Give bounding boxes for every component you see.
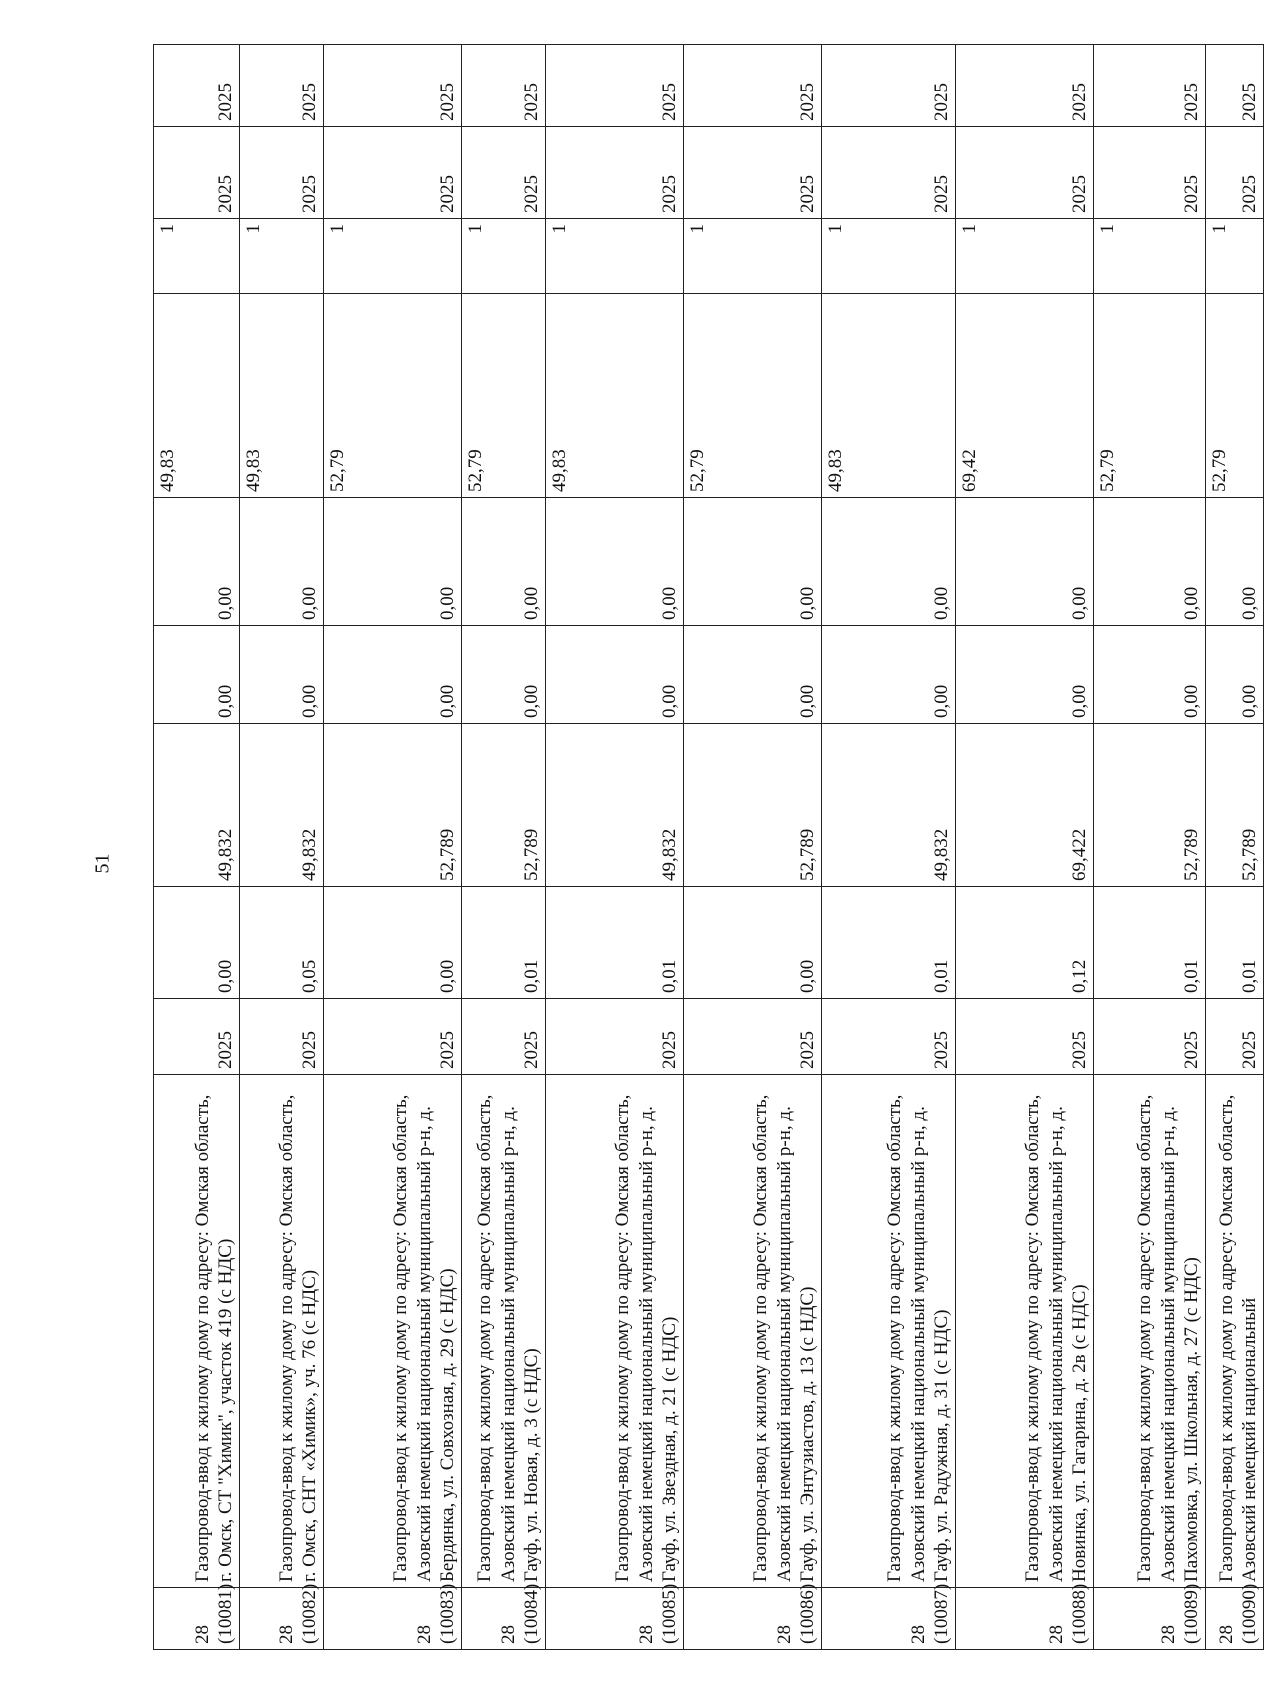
value-c6-text: 1 xyxy=(465,224,486,234)
row-id-top: 28 xyxy=(413,1625,435,1644)
value-c2 xyxy=(1206,724,1264,887)
table-row xyxy=(684,45,822,1650)
row-id-top: 28 xyxy=(773,1625,795,1644)
year-b-text: 2025 xyxy=(520,83,542,121)
object-name-text: Газопровод-ввод к жилому дому по адресу: Омская область, Азовский немецкий национальный муниципальный р-н, д. Пахомовка, ул. Школьная, д. 27 (с НДС) xyxy=(1134,1094,1202,1582)
table-row xyxy=(546,45,684,1650)
value-c5-text: 52,79 xyxy=(327,449,348,492)
table-row xyxy=(324,45,462,1650)
year-b xyxy=(154,45,240,127)
value-c3-text: 0,00 xyxy=(658,684,680,718)
year-a xyxy=(956,127,1094,219)
value-c3-text: 0,00 xyxy=(796,684,818,718)
value-c3 xyxy=(462,626,546,724)
value-c5 xyxy=(462,294,546,498)
year-a xyxy=(684,127,822,219)
value-c2-text: 52,789 xyxy=(796,828,818,881)
row-id-top: 28 xyxy=(635,1625,657,1644)
year-b xyxy=(956,45,1094,127)
row-id-top: 28 xyxy=(1157,1625,1179,1644)
value-c5 xyxy=(154,294,240,498)
row-id xyxy=(324,1583,462,1650)
row-id xyxy=(546,1583,684,1650)
object-name xyxy=(684,1075,822,1588)
value-c3 xyxy=(1094,626,1206,724)
row-id-bottom: (10084) xyxy=(520,1583,542,1644)
row-id xyxy=(684,1583,822,1650)
value-c3-text: 0,00 xyxy=(436,684,458,718)
value-c5-text: 52,79 xyxy=(687,449,708,492)
value-c4-text: 0,00 xyxy=(1180,586,1202,620)
row-id-bottom: (10083) xyxy=(436,1583,458,1644)
row-id-top: 28 xyxy=(497,1625,519,1644)
value-c1-text: 0,00 xyxy=(796,959,818,993)
year-a-text: 2025 xyxy=(658,175,680,213)
year-start-text: 2025 xyxy=(298,1031,320,1069)
objects-table xyxy=(153,44,1264,1650)
value-c5 xyxy=(324,294,462,498)
row-id-top: 28 xyxy=(275,1625,297,1644)
value-c4 xyxy=(1094,498,1206,626)
year-start-text: 2025 xyxy=(1068,1031,1090,1069)
value-c2 xyxy=(1094,724,1206,887)
value-c5-text: 52,79 xyxy=(1097,449,1118,492)
value-c4-text: 0,00 xyxy=(930,586,952,620)
object-name xyxy=(1206,1075,1264,1588)
value-c6-text: 1 xyxy=(157,224,178,234)
table-row xyxy=(1094,45,1206,1650)
value-c2 xyxy=(684,724,822,887)
row-id xyxy=(462,1583,546,1650)
value-c2 xyxy=(154,724,240,887)
year-start xyxy=(1206,999,1264,1075)
value-c1-text: 0,12 xyxy=(1068,959,1090,993)
year-b-text: 2025 xyxy=(796,83,818,121)
value-c4 xyxy=(240,498,324,626)
value-c6 xyxy=(956,219,1094,294)
value-c2 xyxy=(240,724,324,887)
value-c1 xyxy=(1206,887,1264,999)
value-c6-text: 1 xyxy=(825,224,846,234)
value-c6 xyxy=(1094,219,1206,294)
year-a-text: 2025 xyxy=(298,175,320,213)
year-a xyxy=(154,127,240,219)
year-start-text: 2025 xyxy=(658,1031,680,1069)
value-c3 xyxy=(956,626,1094,724)
value-c1-text: 0,00 xyxy=(214,959,236,993)
value-c2-text: 52,789 xyxy=(436,828,458,881)
year-a-text: 2025 xyxy=(520,175,542,213)
value-c1-text: 0,01 xyxy=(658,959,680,993)
value-c2 xyxy=(546,724,684,887)
table-row xyxy=(462,45,546,1650)
year-b xyxy=(684,45,822,127)
object-name xyxy=(240,1075,324,1588)
year-start-text: 2025 xyxy=(1180,1031,1202,1069)
year-a xyxy=(240,127,324,219)
table-row xyxy=(956,45,1094,1650)
table-row xyxy=(1206,45,1264,1650)
year-a-text: 2025 xyxy=(436,175,458,213)
value-c4-text: 0,00 xyxy=(1068,586,1090,620)
year-b-text: 2025 xyxy=(1068,83,1090,121)
value-c3-text: 0,00 xyxy=(214,684,236,718)
value-c6 xyxy=(546,219,684,294)
row-id-bottom: (10088) xyxy=(1068,1583,1090,1644)
year-start-text: 2025 xyxy=(796,1031,818,1069)
value-c6-text: 1 xyxy=(959,224,980,234)
year-a-text: 2025 xyxy=(214,175,236,213)
value-c2-text: 52,789 xyxy=(1180,828,1202,881)
value-c1 xyxy=(822,887,956,999)
value-c6-text: 1 xyxy=(549,224,570,234)
value-c4-text: 0,00 xyxy=(796,586,818,620)
object-name-text: Газопровод-ввод к жилому дому по адресу: Омская область, Азовский немецкий национальный муниципальный р-н, д. Гауф, ул. Радужная, д. 31 (с НДС) xyxy=(884,1094,952,1582)
year-b xyxy=(324,45,462,127)
year-b-text: 2025 xyxy=(1238,83,1260,121)
row-id-bottom: (10090) xyxy=(1238,1583,1260,1644)
value-c5 xyxy=(956,294,1094,498)
value-c1 xyxy=(324,887,462,999)
value-c1-text: 0,05 xyxy=(298,959,320,993)
year-start-text: 2025 xyxy=(436,1031,458,1069)
value-c1 xyxy=(154,887,240,999)
value-c1 xyxy=(956,887,1094,999)
value-c4 xyxy=(324,498,462,626)
value-c3 xyxy=(684,626,822,724)
object-name xyxy=(462,1075,546,1588)
value-c6 xyxy=(1206,219,1264,294)
object-name-text: Газопровод-ввод к жилому дому по адресу: Омская область, Азовский немецкий национальный муниципальный р-н, д. Новинка, ул. Гагарина, д. 2в (с НДС) xyxy=(1022,1094,1090,1582)
table-row xyxy=(154,45,240,1650)
year-b-text: 2025 xyxy=(1180,83,1202,121)
row-id xyxy=(1094,1583,1206,1650)
object-name xyxy=(822,1075,956,1588)
year-start xyxy=(462,999,546,1075)
row-id-top: 28 xyxy=(907,1625,929,1644)
value-c5-text: 49,83 xyxy=(825,449,846,492)
row-id xyxy=(822,1583,956,1650)
row-id-bottom: (10089) xyxy=(1180,1583,1202,1644)
value-c6-text: 1 xyxy=(687,224,708,234)
value-c5-text: 52,79 xyxy=(1209,449,1230,492)
value-c2-text: 49,832 xyxy=(214,828,236,881)
table-row xyxy=(240,45,324,1650)
object-name-text: Газопровод-ввод к жилому дому по адресу: Омская область, Азовский немецкий национальный муниципальный р-н, д. Бердянка, ул. Совхозная, д. 29 (с НДС) xyxy=(390,1094,458,1582)
value-c4 xyxy=(822,498,956,626)
year-a xyxy=(822,127,956,219)
year-a xyxy=(1094,127,1206,219)
value-c5-text: 49,83 xyxy=(243,449,264,492)
value-c2 xyxy=(956,724,1094,887)
value-c3-text: 0,00 xyxy=(1180,684,1202,718)
value-c3 xyxy=(240,626,324,724)
value-c4-text: 0,00 xyxy=(1238,586,1260,620)
value-c5 xyxy=(1094,294,1206,498)
row-id xyxy=(956,1583,1094,1650)
object-name-text: Газопровод-ввод к жилому дому по адресу: Омская область, Азовский немецкий национальный муниципальный р-н, д. Гауф, ул. Звездная, д. 21 (с НДС) xyxy=(612,1094,680,1582)
value-c4 xyxy=(956,498,1094,626)
year-start xyxy=(240,999,324,1075)
value-c6-text: 1 xyxy=(327,224,348,234)
value-c6 xyxy=(324,219,462,294)
value-c1-text: 0,00 xyxy=(436,959,458,993)
year-b xyxy=(1094,45,1206,127)
row-id-bottom: (10087) xyxy=(930,1583,952,1644)
value-c4 xyxy=(1206,498,1264,626)
value-c2 xyxy=(822,724,956,887)
value-c6 xyxy=(462,219,546,294)
value-c3 xyxy=(1206,626,1264,724)
year-start xyxy=(822,999,956,1075)
value-c2-text: 49,832 xyxy=(298,828,320,881)
row-id-bottom: (10085) xyxy=(658,1583,680,1644)
object-name-text: Газопровод-ввод к жилому дому по адресу: Омская область, Азовский немецкий национальный муниципальный р-н, д. Гауф, ул. Энтузиастов, д. 13 (с НДС) xyxy=(750,1094,818,1582)
object-name xyxy=(1094,1075,1206,1588)
value-c1 xyxy=(240,887,324,999)
value-c5 xyxy=(1206,294,1264,498)
year-b-text: 2025 xyxy=(930,83,952,121)
value-c6 xyxy=(822,219,956,294)
value-c6-text: 1 xyxy=(1097,224,1118,234)
year-a-text: 2025 xyxy=(1180,175,1202,213)
value-c6 xyxy=(684,219,822,294)
row-id xyxy=(240,1583,324,1650)
object-name xyxy=(154,1075,240,1588)
register-sheet xyxy=(153,45,1263,1650)
value-c2-text: 49,832 xyxy=(658,828,680,881)
year-b xyxy=(240,45,324,127)
row-id-bottom: (10082) xyxy=(298,1583,320,1644)
value-c3 xyxy=(154,626,240,724)
year-start xyxy=(956,999,1094,1075)
year-a xyxy=(462,127,546,219)
year-start xyxy=(154,999,240,1075)
value-c6-text: 1 xyxy=(1209,224,1230,234)
year-start xyxy=(546,999,684,1075)
value-c4 xyxy=(684,498,822,626)
value-c3-text: 0,00 xyxy=(298,684,320,718)
year-a xyxy=(546,127,684,219)
value-c3 xyxy=(324,626,462,724)
year-start xyxy=(684,999,822,1075)
value-c1-text: 0,01 xyxy=(1180,959,1202,993)
value-c3-text: 0,00 xyxy=(520,684,542,718)
year-start xyxy=(324,999,462,1075)
value-c1 xyxy=(462,887,546,999)
value-c1-text: 0,01 xyxy=(1238,959,1260,993)
year-b xyxy=(822,45,956,127)
object-name xyxy=(956,1075,1094,1588)
value-c6 xyxy=(240,219,324,294)
value-c4-text: 0,00 xyxy=(214,586,236,620)
object-name-text: Газопровод-ввод к жилому дому по адресу: Омская область, г. Омск, СТ "Химик", участок 419 (с НДС) xyxy=(191,1094,236,1582)
row-id-top: 28 xyxy=(191,1625,213,1644)
value-c1 xyxy=(546,887,684,999)
value-c2 xyxy=(462,724,546,887)
row-id-bottom: (10081) xyxy=(214,1583,236,1644)
year-start-text: 2025 xyxy=(214,1031,236,1069)
object-name-text: Газопровод-ввод к жилому дому по адресу: Омская область, Азовский немецкий национальный муниципальный р-н, д. Гауф, ул. Новая, д. 3 (с НДС) xyxy=(474,1094,542,1582)
value-c3 xyxy=(822,626,956,724)
row-id-top: 28 xyxy=(1045,1625,1067,1644)
row-id-bottom: (10086) xyxy=(796,1583,818,1644)
row-id xyxy=(1206,1583,1264,1650)
value-c2-text: 69,422 xyxy=(1068,828,1090,881)
year-b-text: 2025 xyxy=(658,83,680,121)
value-c4 xyxy=(546,498,684,626)
value-c4-text: 0,00 xyxy=(298,586,320,620)
year-b-text: 2025 xyxy=(436,83,458,121)
value-c5-text: 49,83 xyxy=(549,449,570,492)
value-c4 xyxy=(462,498,546,626)
page-number: 51 xyxy=(91,853,114,874)
object-name xyxy=(324,1075,462,1588)
value-c4-text: 0,00 xyxy=(658,586,680,620)
year-a-text: 2025 xyxy=(930,175,952,213)
year-b xyxy=(546,45,684,127)
object-name xyxy=(546,1075,684,1588)
value-c4 xyxy=(154,498,240,626)
value-c4-text: 0,00 xyxy=(436,586,458,620)
value-c5 xyxy=(822,294,956,498)
value-c5 xyxy=(684,294,822,498)
year-a-text: 2025 xyxy=(1068,175,1090,213)
year-a xyxy=(1206,127,1264,219)
value-c1-text: 0,01 xyxy=(930,959,952,993)
value-c3-text: 0,00 xyxy=(1238,684,1260,718)
table-row xyxy=(822,45,956,1650)
year-start xyxy=(1094,999,1206,1075)
object-name-text: Газопровод-ввод к жилому дому по адресу: Омская область, г. Омск, СНТ «Химик», уч. 76 (с НДС) xyxy=(275,1094,320,1582)
year-b xyxy=(462,45,546,127)
value-c5-text: 52,79 xyxy=(465,449,486,492)
value-c2-text: 52,789 xyxy=(1238,828,1260,881)
year-b-text: 2025 xyxy=(298,83,320,121)
object-name-text: Газопровод-ввод к жилому дому по адресу: Омская область, Азовский немецкий национальный xyxy=(1215,1094,1260,1582)
year-b-text: 2025 xyxy=(214,83,236,121)
value-c6 xyxy=(154,219,240,294)
value-c1 xyxy=(1094,887,1206,999)
row-id-top: 28 xyxy=(1215,1625,1237,1644)
year-a-text: 2025 xyxy=(796,175,818,213)
value-c3 xyxy=(546,626,684,724)
year-a xyxy=(324,127,462,219)
year-start-text: 2025 xyxy=(520,1031,542,1069)
value-c4-text: 0,00 xyxy=(520,586,542,620)
value-c3-text: 0,00 xyxy=(930,684,952,718)
value-c2 xyxy=(324,724,462,887)
value-c1-text: 0,01 xyxy=(520,959,542,993)
value-c2-text: 49,832 xyxy=(930,828,952,881)
year-start-text: 2025 xyxy=(930,1031,952,1069)
row-id xyxy=(154,1583,240,1650)
value-c2-text: 52,789 xyxy=(520,828,542,881)
year-b xyxy=(1206,45,1264,127)
value-c1 xyxy=(684,887,822,999)
value-c5 xyxy=(240,294,324,498)
year-start-text: 2025 xyxy=(1238,1031,1260,1069)
value-c3-text: 0,00 xyxy=(1068,684,1090,718)
value-c5-text: 49,83 xyxy=(157,449,178,492)
value-c5-text: 69,42 xyxy=(959,449,980,492)
value-c5 xyxy=(546,294,684,498)
year-a-text: 2025 xyxy=(1238,175,1260,213)
value-c6-text: 1 xyxy=(243,224,264,234)
